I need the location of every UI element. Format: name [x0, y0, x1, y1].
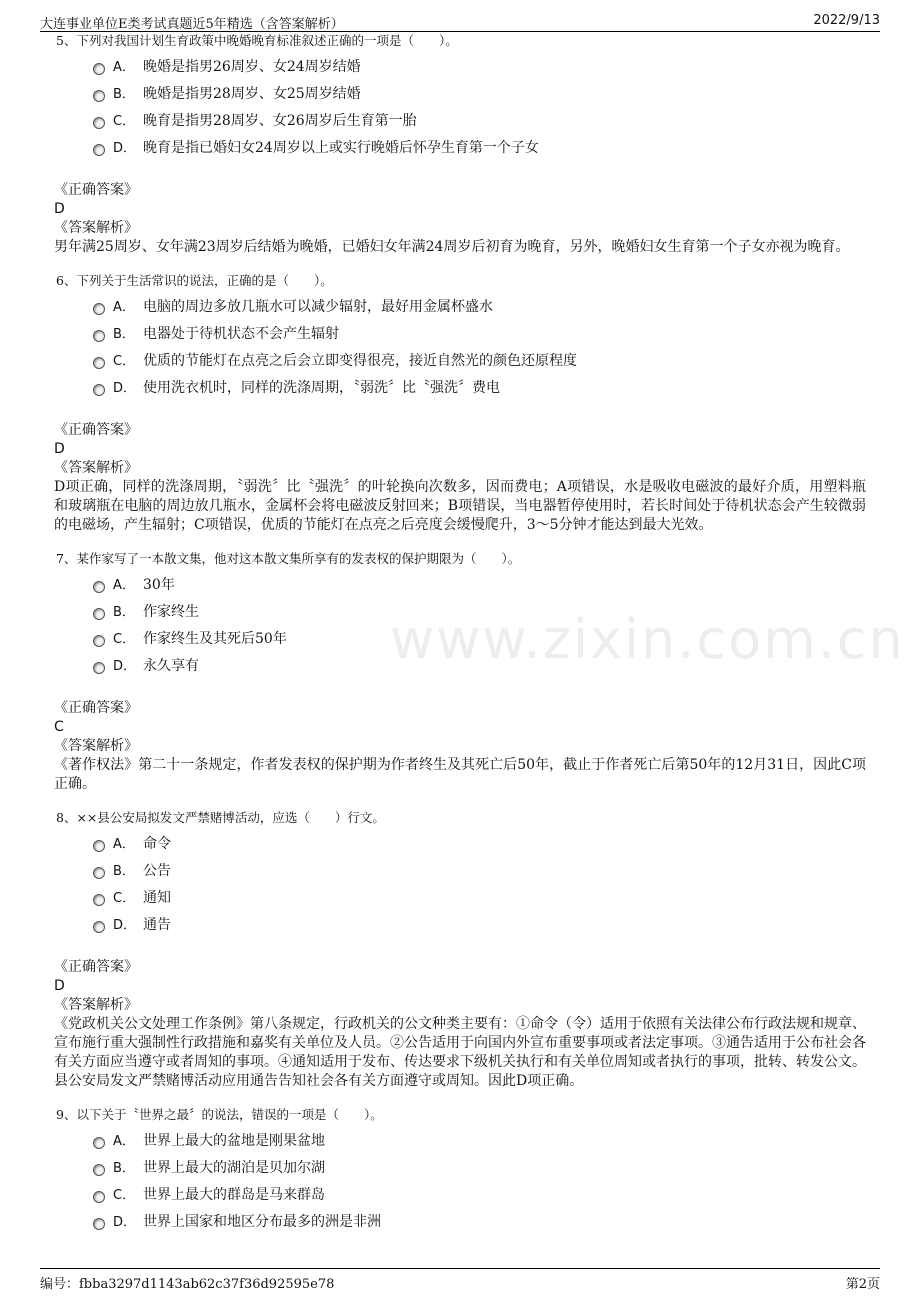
radio-button[interactable] [93, 357, 105, 369]
option-text: 晚婚是指男26周岁、女24周岁结婚 [143, 59, 361, 75]
option-d[interactable] [54, 375, 870, 402]
answer-block [54, 421, 870, 535]
radio-button[interactable] [93, 303, 105, 315]
option-text: 优质的节能灯在点亮之后会立即变得很亮，接近自然光的颜色还原程度 [143, 353, 577, 369]
answer-explanation: 《党政机关公文处理工作条例》第八条规定，行政机关的公文种类主要有：①命令（令）适用于依照有关法律公布行政法规和规章、宣布施行重大强制性行政措施和嘉奖有关单位及人员。②公告适用于向国内外宣布重要事项或者法定事项。③通告适用于公布社会各有关方面应当遵守或者周知的事项。④通知适用于发布、传达要求下级机关执行和有关单位周知或者执行的事项，批转、转发公文。县公安局发文严禁赌博活动应用通告告知社会各有关方面遵守或周知。因此D项正确。 [54, 1016, 866, 1089]
option-text: 命令 [143, 836, 171, 852]
option-letter: B． [113, 87, 135, 102]
option-letter: D． [113, 141, 137, 156]
option-text: 世界上国家和地区分布最多的洲是非洲 [143, 1214, 381, 1230]
radio-button[interactable] [93, 1218, 105, 1230]
option-text: 永久享有 [143, 658, 199, 674]
option-letter: C． [113, 1188, 136, 1203]
option-letter: A． [113, 578, 135, 593]
question-5 [54, 32, 870, 257]
option-letter: D． [113, 1215, 137, 1230]
page-footer [40, 1268, 880, 1292]
question-9 [54, 1106, 870, 1236]
option-list [54, 831, 870, 939]
question-8 [54, 809, 870, 1091]
option-letter: A． [113, 60, 135, 75]
option-text: 作家终生及其死后50年 [143, 631, 287, 647]
question-text: 7、某作家写了一本散文集，他对这本散文集所享有的发表权的保护期限为（ ）。 [56, 551, 521, 566]
option-text: 公告 [143, 863, 171, 879]
radio-button[interactable] [93, 90, 105, 102]
radio-button[interactable] [93, 867, 105, 879]
option-c[interactable] [54, 108, 870, 135]
question-text: 6、下列关于生活常识的说法，正确的是（ ）。 [56, 273, 333, 288]
radio-button[interactable] [93, 662, 105, 674]
option-letter: A． [113, 1134, 135, 1149]
option-a[interactable] [54, 1128, 870, 1155]
option-letter: C． [113, 114, 136, 129]
option-a[interactable] [54, 572, 870, 599]
answer-explanation: 《著作权法》第二十一条规定，作者发表权的保护期为作者终生及其死亡后50年，截止于作者死亡后第50年的12月31日，因此C项正确。 [54, 757, 866, 792]
radio-button[interactable] [93, 63, 105, 75]
option-c[interactable] [54, 348, 870, 375]
option-letter: D． [113, 659, 137, 674]
question-text: 9、以下关于〝世界之最〞的说法，错误的一项是（ ）。 [56, 1107, 383, 1122]
option-letter: C． [113, 632, 136, 647]
option-a[interactable] [54, 831, 870, 858]
option-b[interactable] [54, 599, 870, 626]
radio-button[interactable] [93, 384, 105, 396]
option-text: 世界上最大的盆地是刚果盆地 [143, 1133, 325, 1149]
radio-button[interactable] [93, 581, 105, 593]
radio-button[interactable] [93, 894, 105, 906]
option-d[interactable] [54, 653, 870, 680]
option-d[interactable] [54, 135, 870, 162]
option-text: 使用洗衣机时，同样的洗涤周期，〝弱洗〞比〝强洗〞费电 [143, 380, 500, 396]
option-text: 晚育是指已婚妇女24周岁以上或实行晚婚后怀孕生育第一个子女 [143, 140, 539, 156]
option-text: 作家终生 [143, 604, 199, 620]
answer-block [54, 181, 870, 257]
option-a[interactable] [54, 294, 870, 321]
radio-button[interactable] [93, 1164, 105, 1176]
radio-button[interactable] [93, 921, 105, 933]
radio-button[interactable] [93, 840, 105, 852]
option-letter: A． [113, 837, 135, 852]
option-letter: C． [113, 891, 136, 906]
option-text: 世界上最大的湖泊是贝加尔湖 [143, 1160, 325, 1176]
radio-button[interactable] [93, 117, 105, 129]
answer-block [54, 699, 870, 794]
option-letter: B． [113, 864, 135, 879]
option-letter: B． [113, 327, 135, 342]
page-header [40, 10, 880, 32]
document-date: 2022/9/13 [813, 13, 880, 28]
answer-heading: 《正确答案》 [54, 422, 138, 438]
option-text: 晚婚是指男28周岁、女25周岁结婚 [143, 86, 361, 102]
option-list [54, 294, 870, 402]
correct-answer: D [54, 978, 65, 994]
correct-answer: D [54, 201, 65, 217]
document-title: 大连事业单位E类考试真题近5年精选（含答案解析） [40, 17, 344, 32]
option-letter: B． [113, 605, 135, 620]
option-letter: C． [113, 354, 136, 369]
radio-button[interactable] [93, 1137, 105, 1149]
page-number: 第2页 [845, 1277, 880, 1292]
answer-explanation: D项正确，同样的洗涤周期，〝弱洗〞比〝强洗〞的叶轮换向次数多，因而费电；A项错误，水是吸收电磁波的最好介质，用塑料瓶和玻璃瓶在电脑的周边放几瓶水，金属杯会将电磁波反射回来；B项错误，当电器暂停使用时，若长时间处于待机状态会产生较微弱的电磁场，产生辐射；C项错误，优质的节能灯在点亮之后亮度会缓慢爬升，3～5分钟才能达到最大光效。 [54, 479, 866, 533]
watermark: www.zixin.com.cn [390, 608, 905, 671]
radio-button[interactable] [93, 635, 105, 647]
option-c[interactable] [54, 885, 870, 912]
option-b[interactable] [54, 1155, 870, 1182]
option-list [54, 572, 870, 680]
option-letter: D． [113, 381, 137, 396]
option-b[interactable] [54, 858, 870, 885]
option-list [54, 54, 870, 162]
option-letter: D． [113, 918, 137, 933]
radio-button[interactable] [93, 608, 105, 620]
analysis-heading: 《答案解析》 [54, 460, 138, 476]
correct-answer: D [54, 441, 65, 457]
option-b[interactable] [54, 81, 870, 108]
radio-button[interactable] [93, 330, 105, 342]
option-c[interactable] [54, 626, 870, 653]
option-letter: B． [113, 1161, 135, 1176]
answer-heading: 《正确答案》 [54, 959, 138, 975]
analysis-heading: 《答案解析》 [54, 997, 138, 1013]
answer-explanation: 男年满25周岁、女年满23周岁后结婚为晚婚，已婚妇女年满24周岁后初育为晚育，另外，晚婚妇女生育第一个子女亦视为晚育。 [54, 239, 850, 255]
option-text: 通告 [143, 917, 171, 933]
option-text: 世界上最大的群岛是马来群岛 [143, 1187, 325, 1203]
answer-block [54, 958, 870, 1091]
question-list [54, 33, 870, 1236]
option-text: 晚育是指男28周岁、女26周岁后生育第一胎 [143, 113, 417, 129]
question-6 [54, 272, 870, 535]
answer-heading: 《正确答案》 [54, 700, 138, 716]
radio-button[interactable] [93, 1191, 105, 1203]
option-a[interactable] [54, 54, 870, 81]
answer-heading: 《正确答案》 [54, 182, 138, 198]
option-d[interactable] [54, 1209, 870, 1236]
analysis-heading: 《答案解析》 [54, 220, 138, 236]
document-code: 编号：fbba3297d1143ab62c37f36d92595e78 [40, 1277, 335, 1292]
option-text: 30年 [143, 577, 175, 593]
question-text: 5、下列对我国计划生育政策中晚婚晚育标准叙述正确的一项是（ ）。 [56, 33, 458, 48]
analysis-heading: 《答案解析》 [54, 738, 138, 754]
option-text: 电器处于待机状态不会产生辐射 [143, 326, 339, 342]
option-list [54, 1128, 870, 1236]
option-c[interactable] [54, 1182, 870, 1209]
question-text: 8、××县公安局拟发文严禁赌博活动，应选（ ）行文。 [56, 810, 385, 825]
correct-answer: C [54, 719, 64, 735]
radio-button[interactable] [93, 144, 105, 156]
option-text: 通知 [143, 890, 171, 906]
question-7 [54, 550, 870, 794]
option-b[interactable] [54, 321, 870, 348]
option-letter: A． [113, 300, 135, 315]
option-d[interactable] [54, 912, 870, 939]
option-text: 电脑的周边多放几瓶水可以减少辐射，最好用金属杯盛水 [143, 299, 493, 315]
